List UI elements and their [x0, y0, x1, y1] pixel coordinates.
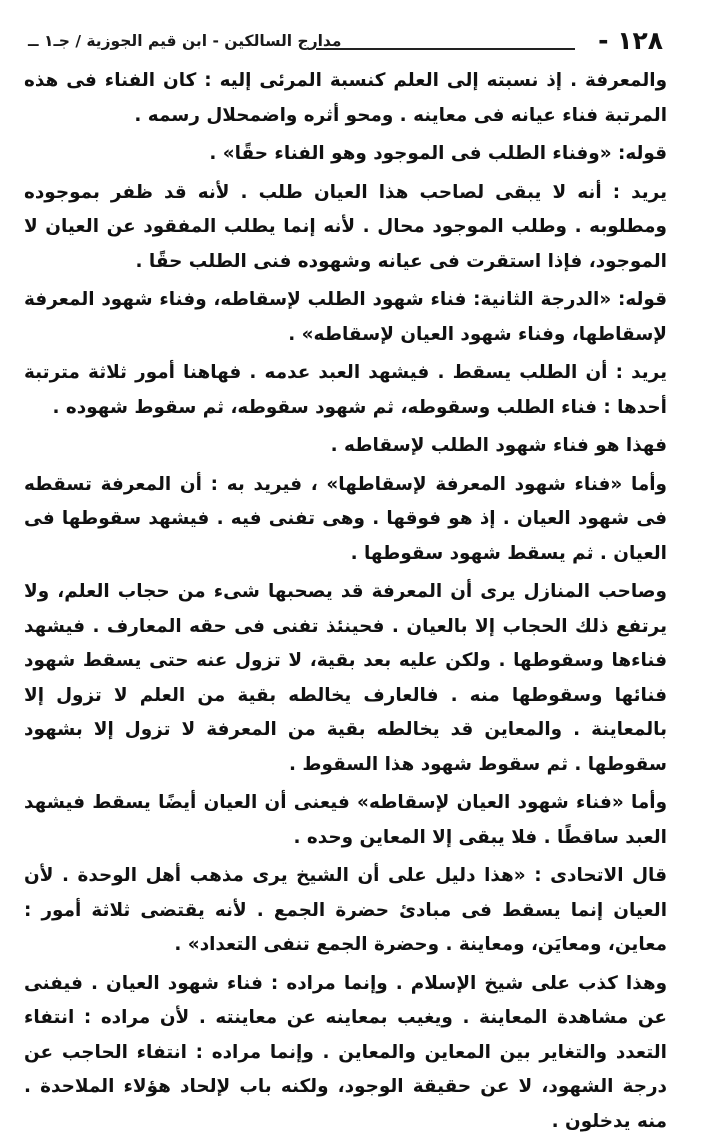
paragraph: قوله: «وفناء الطلب فى الموجود وهو الفناء حقًا» . [24, 137, 667, 172]
page-body [24, 64, 667, 1139]
paragraph: وأما «فناء شهود العيان لإسقاطه» فيعنى أن العيان أيضًا يسقط فيشهد العبد ساقطًا . فلا يبقى إلا المعاين وحده . [24, 786, 667, 855]
paragraph: قال الاتحادى : «هذا دليل على أن الشيخ يرى مذهب أهل الوحدة . لأن العيان إنما يسقط فى مبادئ حضرة الجمع . لأنه يقتضى ثلاثة أمور : معاين، ومعايَن، ومعاينة . وحضرة الجمع تنفى التعداد» . [24, 859, 667, 963]
page-number: - ١٢٨ [598, 26, 663, 55]
paragraph: وهذا كذب على شيخ الإسلام . وإنما مراده : فناء شهود العيان . فيفنى عن مشاهدة المعاينة . ويغيب بمعاينه عن معاينته . لأن مراده : انتفاء التعدد والتغاير بين المعاين والمعاين . وإنما مراده : انتفاء الحاجب عن درجة الشهود، لا عن حقيقة الوجود، ولكنه باب لإلحاد هؤلاء الملاحدة . منه يدخلون . [24, 967, 667, 1139]
paragraph: فهذا هو فناء شهود الطلب لإسقاطه . [24, 429, 667, 464]
paragraph: يريد : أنه لا يبقى لصاحب هذا العيان طلب . لأنه قد ظفر بموجوده ومطلوبه . وطلب الموجود محال . لأنه إنما يطلب المفقود عن العيان لا الموجود، فإذا استقرت فى عيانه وشهوده فنى الطلب حقًا . [24, 176, 667, 280]
paragraph: والمعرفة . إذ نسبته إلى العلم كنسبة المرئى إليه : كان الفناء فى هذه المرتبة فناء عيانه فى معاينه . ومحو أثره واضمحلال رسمه . [24, 64, 667, 133]
header-rule [316, 48, 575, 50]
paragraph: وأما «فناء شهود المعرفة لإسقاطها» ، فيريد به : أن المعرفة تسقطه فى شهود العيان . إذ هو فوقها . وهى تفنى فيه . فيشهد سقوطها فى العيان . ثم يسقط شهود سقوطها . [24, 468, 667, 572]
paragraph: وصاحب المنازل يرى أن المعرفة قد يصحبها شىء من حجاب العلم، ولا يرتفع ذلك الحجاب إلا بالعيان . فحينئذ تفنى فى حقه المعارف . فيشهد فناءها وسقوطها . ولكن عليه بعد بقية، لا تزول عنه حتى يسقط شهود فنائها وسقوطها منه . فالعارف يخالطه بقية من العلم لا تزول إلا بالمعاينة . والمعاين قد يخالطه بقية من المعرفة لا تزول إلا بشهود سقوطها . ثم سقوط شهود هذا السقوط . [24, 575, 667, 782]
page-header [24, 30, 667, 64]
paragraph: يريد : أن الطلب يسقط . فيشهد العبد عدمه . فهاهنا أمور ثلاثة مترتبة أحدها : فناء الطلب وسقوطه، ثم شهود سقوطه، ثم سقوط شهوده . [24, 356, 667, 425]
paragraph: قوله: «الدرجة الثانية: فناء شهود الطلب لإسقاطه، وفناء شهود المعرفة لإسقاطها، وفناء شهود العيان لإسقاطه» . [24, 283, 667, 352]
running-head: مدارج السالكين - ابن قيم الجوزية / جـ١ ــ [28, 32, 341, 50]
